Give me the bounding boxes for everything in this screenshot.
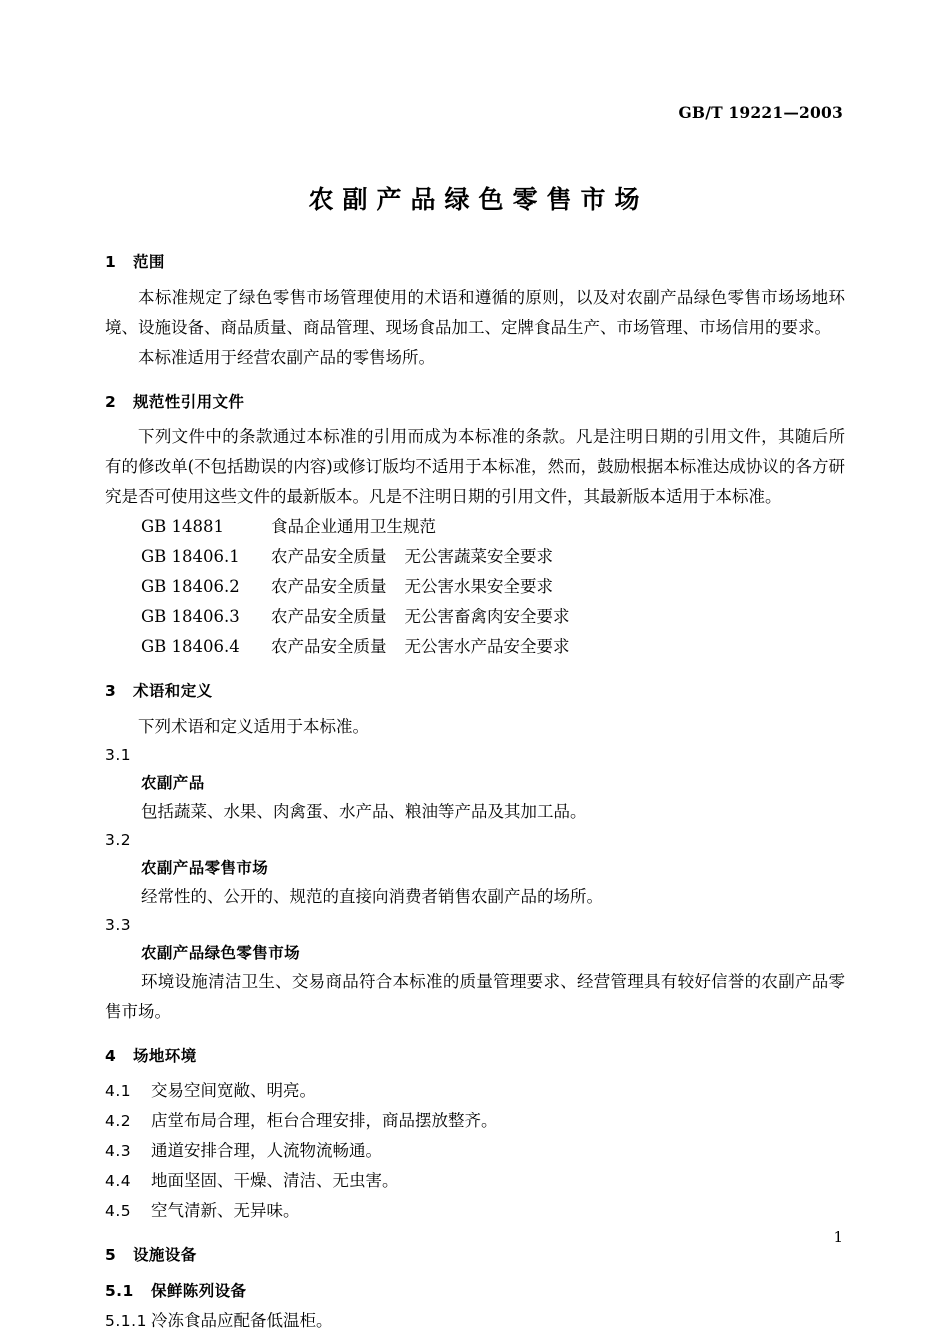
section-heading-scope — [105, 255, 845, 271]
normative-references-paragraph: 下列文件中的条款通过本标准的引用而成为本标准的条款。凡是注明日期的引用文件，其随后所有的修改单(不包括勘误的内容)或修订版均不适用于本标准，然而，鼓励根据本标准达成协议的各方研究是否可使用这些文件的最新版本。凡是不注明日期的引用文件，其最新版本适用于本标准。 — [105, 427, 845, 506]
clause-number: 4.5 — [105, 1202, 132, 1220]
clause-number: 4.1 — [105, 1082, 132, 1100]
section-site-environment — [105, 1046, 845, 1227]
reference-title: 食品企业通用卫生规范 — [271, 517, 436, 536]
definition-number: 3.1 — [105, 745, 132, 764]
reference-subtitle: 无公害水产品安全要求 — [404, 637, 570, 656]
reference-row — [105, 632, 845, 662]
section-title: 规范性引用文件 — [133, 392, 245, 411]
definition-text: 包括蔬菜、水果、肉禽蛋、水产品、粮油等产品及其加工品。 — [141, 801, 587, 821]
reference-code: GB 14881 — [141, 517, 225, 536]
definition-term: 农副产品绿色零售市场 — [141, 943, 301, 962]
reference-row — [105, 542, 845, 572]
section-scope — [105, 255, 845, 373]
subsection-heading-display-preservation-equipment — [105, 1276, 845, 1306]
reference-title: 农产品安全质量 — [271, 577, 387, 596]
section-heading-facilities — [105, 1248, 845, 1264]
clause-text: 地面坚固、干燥、清洁、无虫害。 — [151, 1171, 399, 1190]
section-title: 范围 — [133, 253, 165, 271]
document-body — [105, 255, 845, 1336]
clause-row — [105, 1196, 845, 1226]
section-number: 5 — [105, 1246, 116, 1264]
definition-entry — [105, 912, 845, 1027]
normative-reference-list — [105, 512, 845, 662]
subsection-title: 保鲜陈列设备 — [151, 1281, 247, 1300]
document-title: 农副产品绿色零售市场 — [308, 185, 649, 214]
definition-number: 3.3 — [105, 915, 132, 934]
definition-term: 农副产品 — [141, 773, 205, 792]
clause-row — [105, 1106, 845, 1136]
reference-code: GB 18406.3 — [141, 607, 240, 626]
section-title: 场地环境 — [133, 1046, 197, 1065]
clause-text: 交易空间宽敞、明亮。 — [151, 1081, 316, 1100]
reference-row — [105, 572, 845, 602]
clause-row — [105, 1076, 845, 1106]
section-number: 3 — [105, 682, 116, 700]
reference-code: GB 18406.2 — [141, 577, 240, 596]
section-normative-references — [105, 392, 845, 663]
section-heading-terms-and-definitions — [105, 684, 845, 700]
section-number: 4 — [105, 1046, 116, 1065]
clause-number: 4.4 — [105, 1172, 132, 1190]
section-number: 1 — [105, 253, 116, 271]
clause-text: 空气清新、无异味。 — [151, 1201, 300, 1220]
scope-paragraph-2: 本标准适用于经营农副产品的零售场所。 — [138, 347, 435, 367]
clause-text: 冷冻食品应配备低温柜。 — [151, 1310, 333, 1330]
section-title: 术语和定义 — [133, 682, 213, 700]
section-number: 2 — [105, 392, 116, 411]
clause-text: 店堂布局合理，柜台合理安排，商品摆放整齐。 — [151, 1111, 498, 1130]
reference-code: GB 18406.4 — [141, 637, 240, 656]
section-terms-and-definitions — [105, 684, 845, 1027]
definition-term: 农副产品零售市场 — [141, 858, 269, 877]
reference-row — [105, 602, 845, 632]
reference-subtitle: 无公害水果安全要求 — [404, 577, 553, 596]
reference-title: 农产品安全质量 — [271, 637, 387, 656]
definition-text: 环境设施清洁卫生、交易商品符合本标准的质量管理要求、经营管理具有较好信誉的农副产品零售市场。 — [105, 971, 845, 1021]
reference-title: 农产品安全质量 — [271, 547, 387, 566]
terms-intro-paragraph: 下列术语和定义适用于本标准。 — [138, 716, 369, 736]
clause-number: 5.1.1 — [105, 1311, 147, 1330]
reference-subtitle: 无公害蔬菜安全要求 — [404, 547, 553, 566]
section-heading-site-environment — [105, 1046, 845, 1065]
running-header-standard-code: GB/T 19221—2003 — [678, 103, 843, 122]
clause-row — [105, 1166, 845, 1196]
reference-code: GB 18406.1 — [141, 547, 240, 566]
clause-number: 4.2 — [105, 1112, 132, 1130]
definition-entry — [105, 742, 845, 827]
subsection-number: 5.1 — [105, 1281, 134, 1300]
definition-number: 3.2 — [105, 830, 132, 849]
reference-title: 农产品安全质量 — [271, 607, 387, 626]
definition-text: 经常性的、公开的、规范的直接向消费者销售农副产品的场所。 — [141, 886, 603, 906]
reference-subtitle: 无公害畜禽肉安全要求 — [404, 607, 570, 626]
clause-row — [105, 1136, 845, 1166]
section-title: 设施设备 — [133, 1246, 197, 1264]
section-facilities — [105, 1248, 845, 1336]
definition-entry — [105, 827, 845, 912]
reference-row — [105, 512, 845, 542]
page-number: 1 — [833, 1228, 843, 1246]
clause-row — [105, 1306, 845, 1336]
scope-paragraph-1: 本标准规定了绿色零售市场管理使用的术语和遵循的原则，以及对农副产品绿色零售市场场地环境、设施设备、商品质量、商品管理、现场食品加工、定牌食品生产、市场管理、市场信用的要求。 — [105, 287, 845, 337]
section-heading-normative-references — [105, 392, 845, 411]
clause-number: 4.3 — [105, 1142, 132, 1160]
clause-text: 通道安排合理，人流物流畅通。 — [151, 1141, 382, 1160]
